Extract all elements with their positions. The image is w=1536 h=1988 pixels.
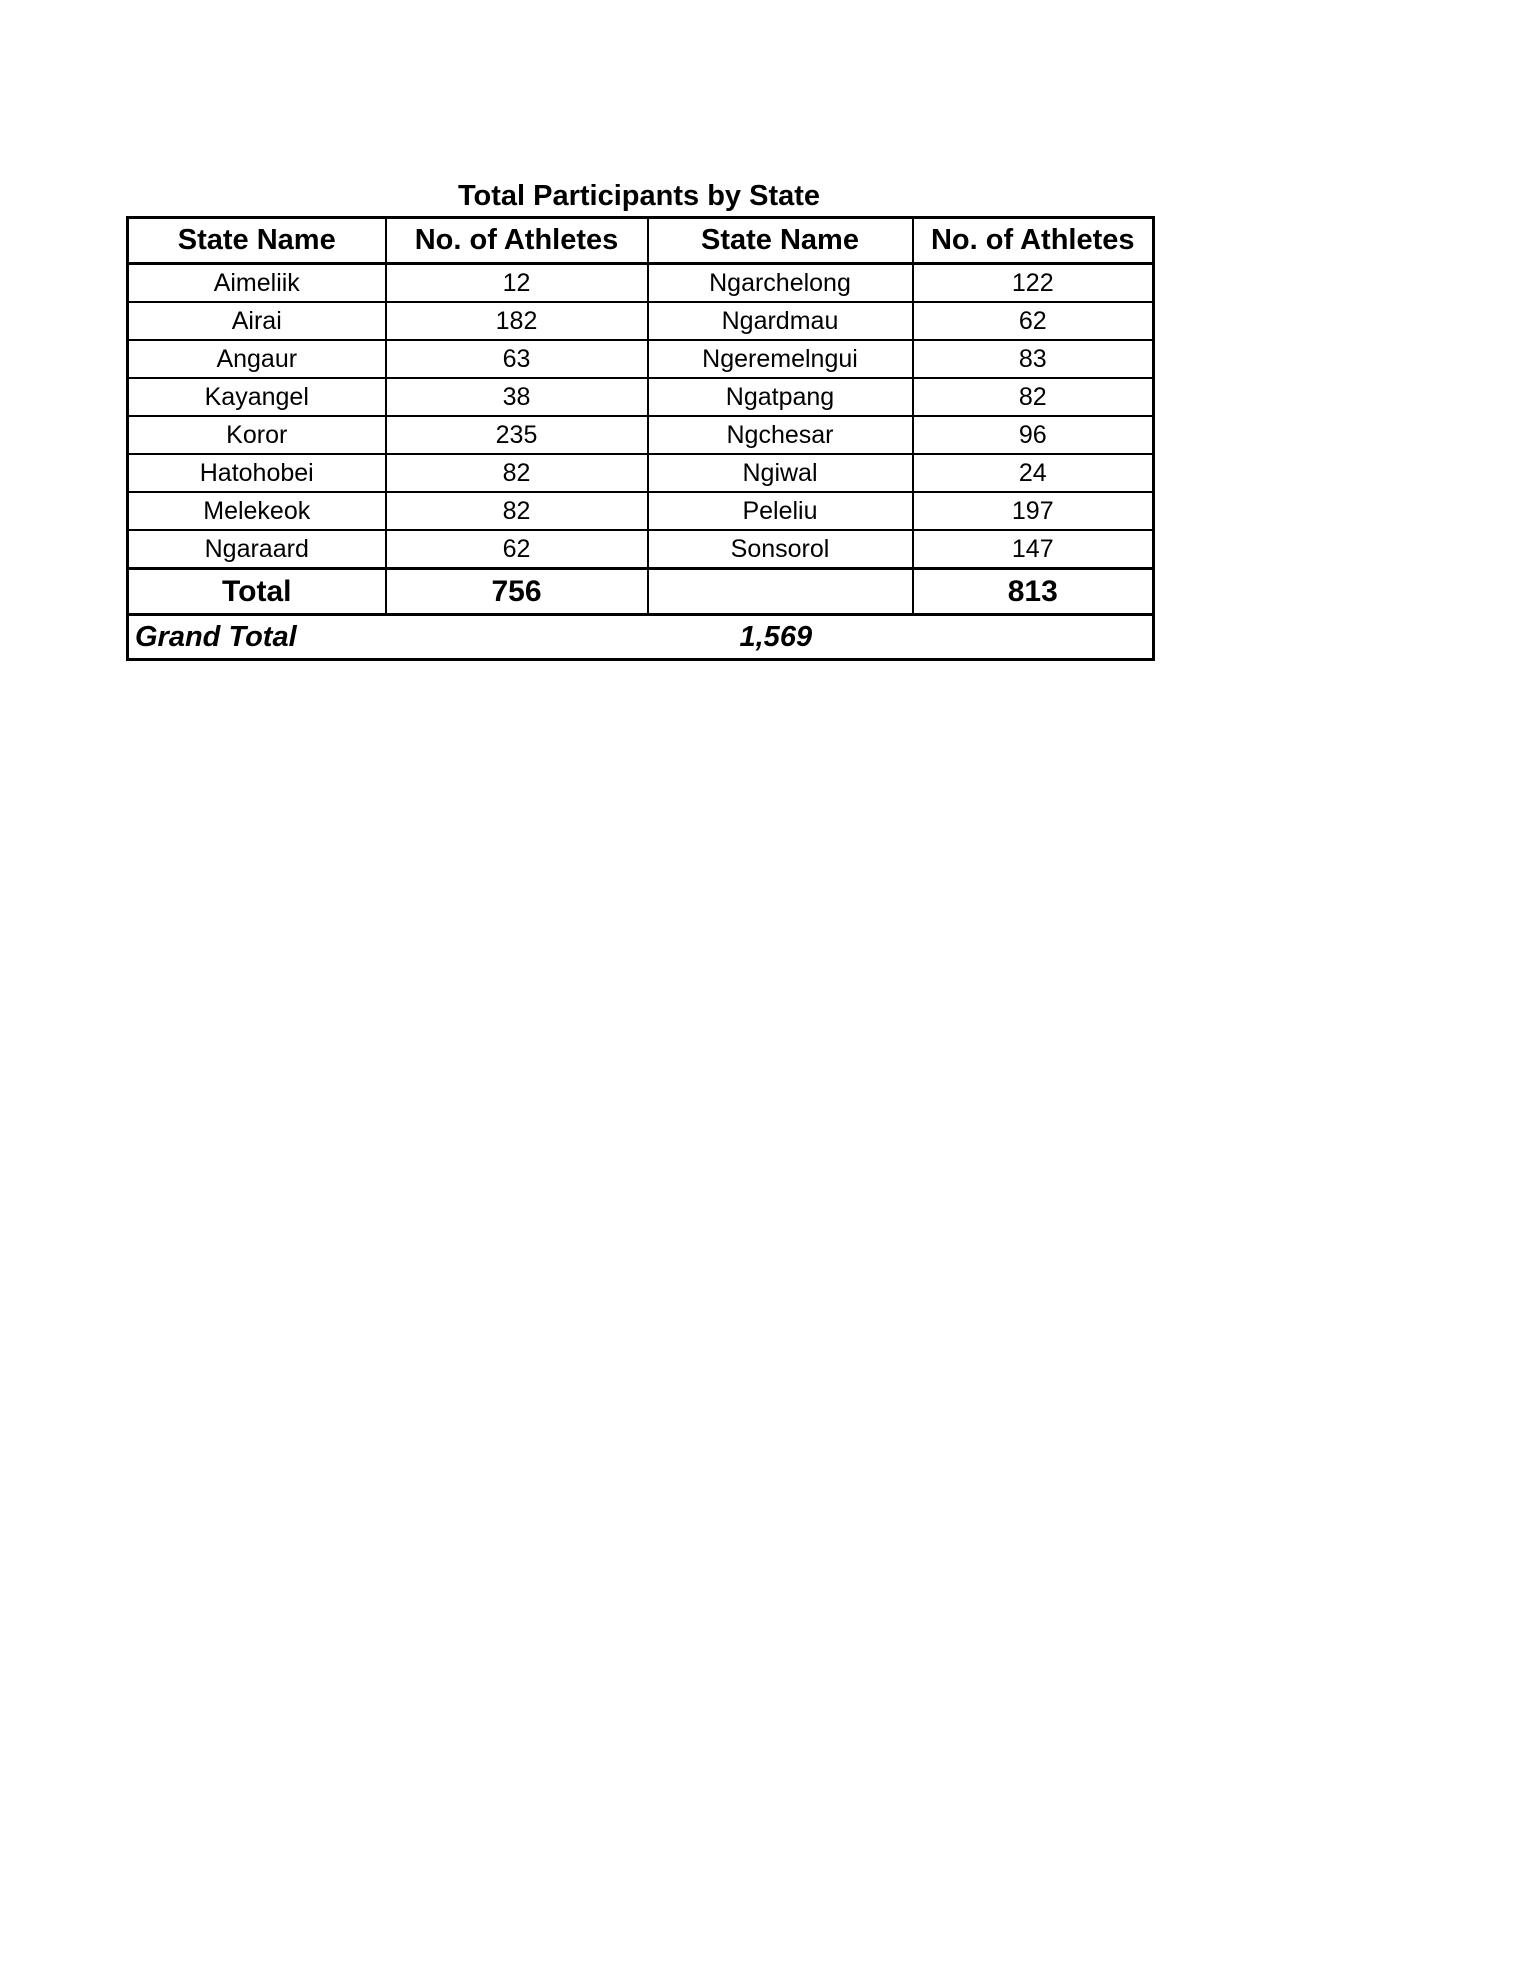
athletes-count-cell: 63 [386, 340, 648, 378]
state-name-cell: Aimeliik [128, 264, 386, 303]
state-name-cell: Hatohobei [128, 454, 386, 492]
grand-total-row [128, 615, 1154, 660]
athletes-count-cell: 122 [913, 264, 1154, 303]
athletes-count-cell: 82 [913, 378, 1154, 416]
table-row [128, 492, 1154, 530]
table-title: Total Participants by State [457, 180, 821, 212]
athletes-count-cell: 82 [386, 492, 648, 530]
total-row [128, 569, 1154, 615]
athletes-count-cell: 82 [386, 454, 648, 492]
table-row [128, 454, 1154, 492]
table-row [128, 416, 1154, 454]
state-name-cell: Kayangel [128, 378, 386, 416]
athletes-count-cell: 12 [386, 264, 648, 303]
state-name-cell: Ngchesar [648, 416, 913, 454]
athletes-count-cell: 83 [913, 340, 1154, 378]
state-name-cell: Ngeremelngui [648, 340, 913, 378]
state-name-cell: Melekeok [128, 492, 386, 530]
table-row [128, 378, 1154, 416]
athletes-count-cell: 182 [386, 302, 648, 340]
athletes-count-cell: 147 [913, 530, 1154, 569]
column-header-state-name-right: State Name [648, 218, 913, 264]
athletes-count-cell: 96 [913, 416, 1154, 454]
state-name-cell: Koror [128, 416, 386, 454]
athletes-count-cell: 235 [386, 416, 648, 454]
participants-table [126, 216, 1155, 661]
left-total-value: 756 [386, 569, 648, 615]
column-header-athletes-left: No. of Athletes [386, 218, 648, 264]
column-header-state-name-left: State Name [128, 218, 386, 264]
table-row [128, 264, 1154, 303]
state-name-cell: Sonsorol [648, 530, 913, 569]
table-row [128, 530, 1154, 569]
table-row [128, 302, 1154, 340]
table-row [128, 340, 1154, 378]
athletes-count-cell: 197 [913, 492, 1154, 530]
grand-total-label: Grand Total [128, 615, 648, 660]
athletes-count-cell: 24 [913, 454, 1154, 492]
right-total-value: 813 [913, 569, 1154, 615]
total-label: Total [128, 569, 386, 615]
grand-total-value: 1,569 [648, 615, 1154, 660]
state-name-cell: Ngarchelong [648, 264, 913, 303]
athletes-count-cell: 38 [386, 378, 648, 416]
athletes-count-cell: 62 [913, 302, 1154, 340]
state-name-cell: Ngiwal [648, 454, 913, 492]
athletes-count-cell: 62 [386, 530, 648, 569]
state-name-cell: Airai [128, 302, 386, 340]
right-total-label-empty [648, 569, 913, 615]
column-header-athletes-right: No. of Athletes [913, 218, 1154, 264]
header-row [128, 218, 1154, 264]
state-name-cell: Ngaraard [128, 530, 386, 569]
state-name-cell: Ngatpang [648, 378, 913, 416]
state-name-cell: Peleliu [648, 492, 913, 530]
state-name-cell: Angaur [128, 340, 386, 378]
state-name-cell: Ngardmau [648, 302, 913, 340]
